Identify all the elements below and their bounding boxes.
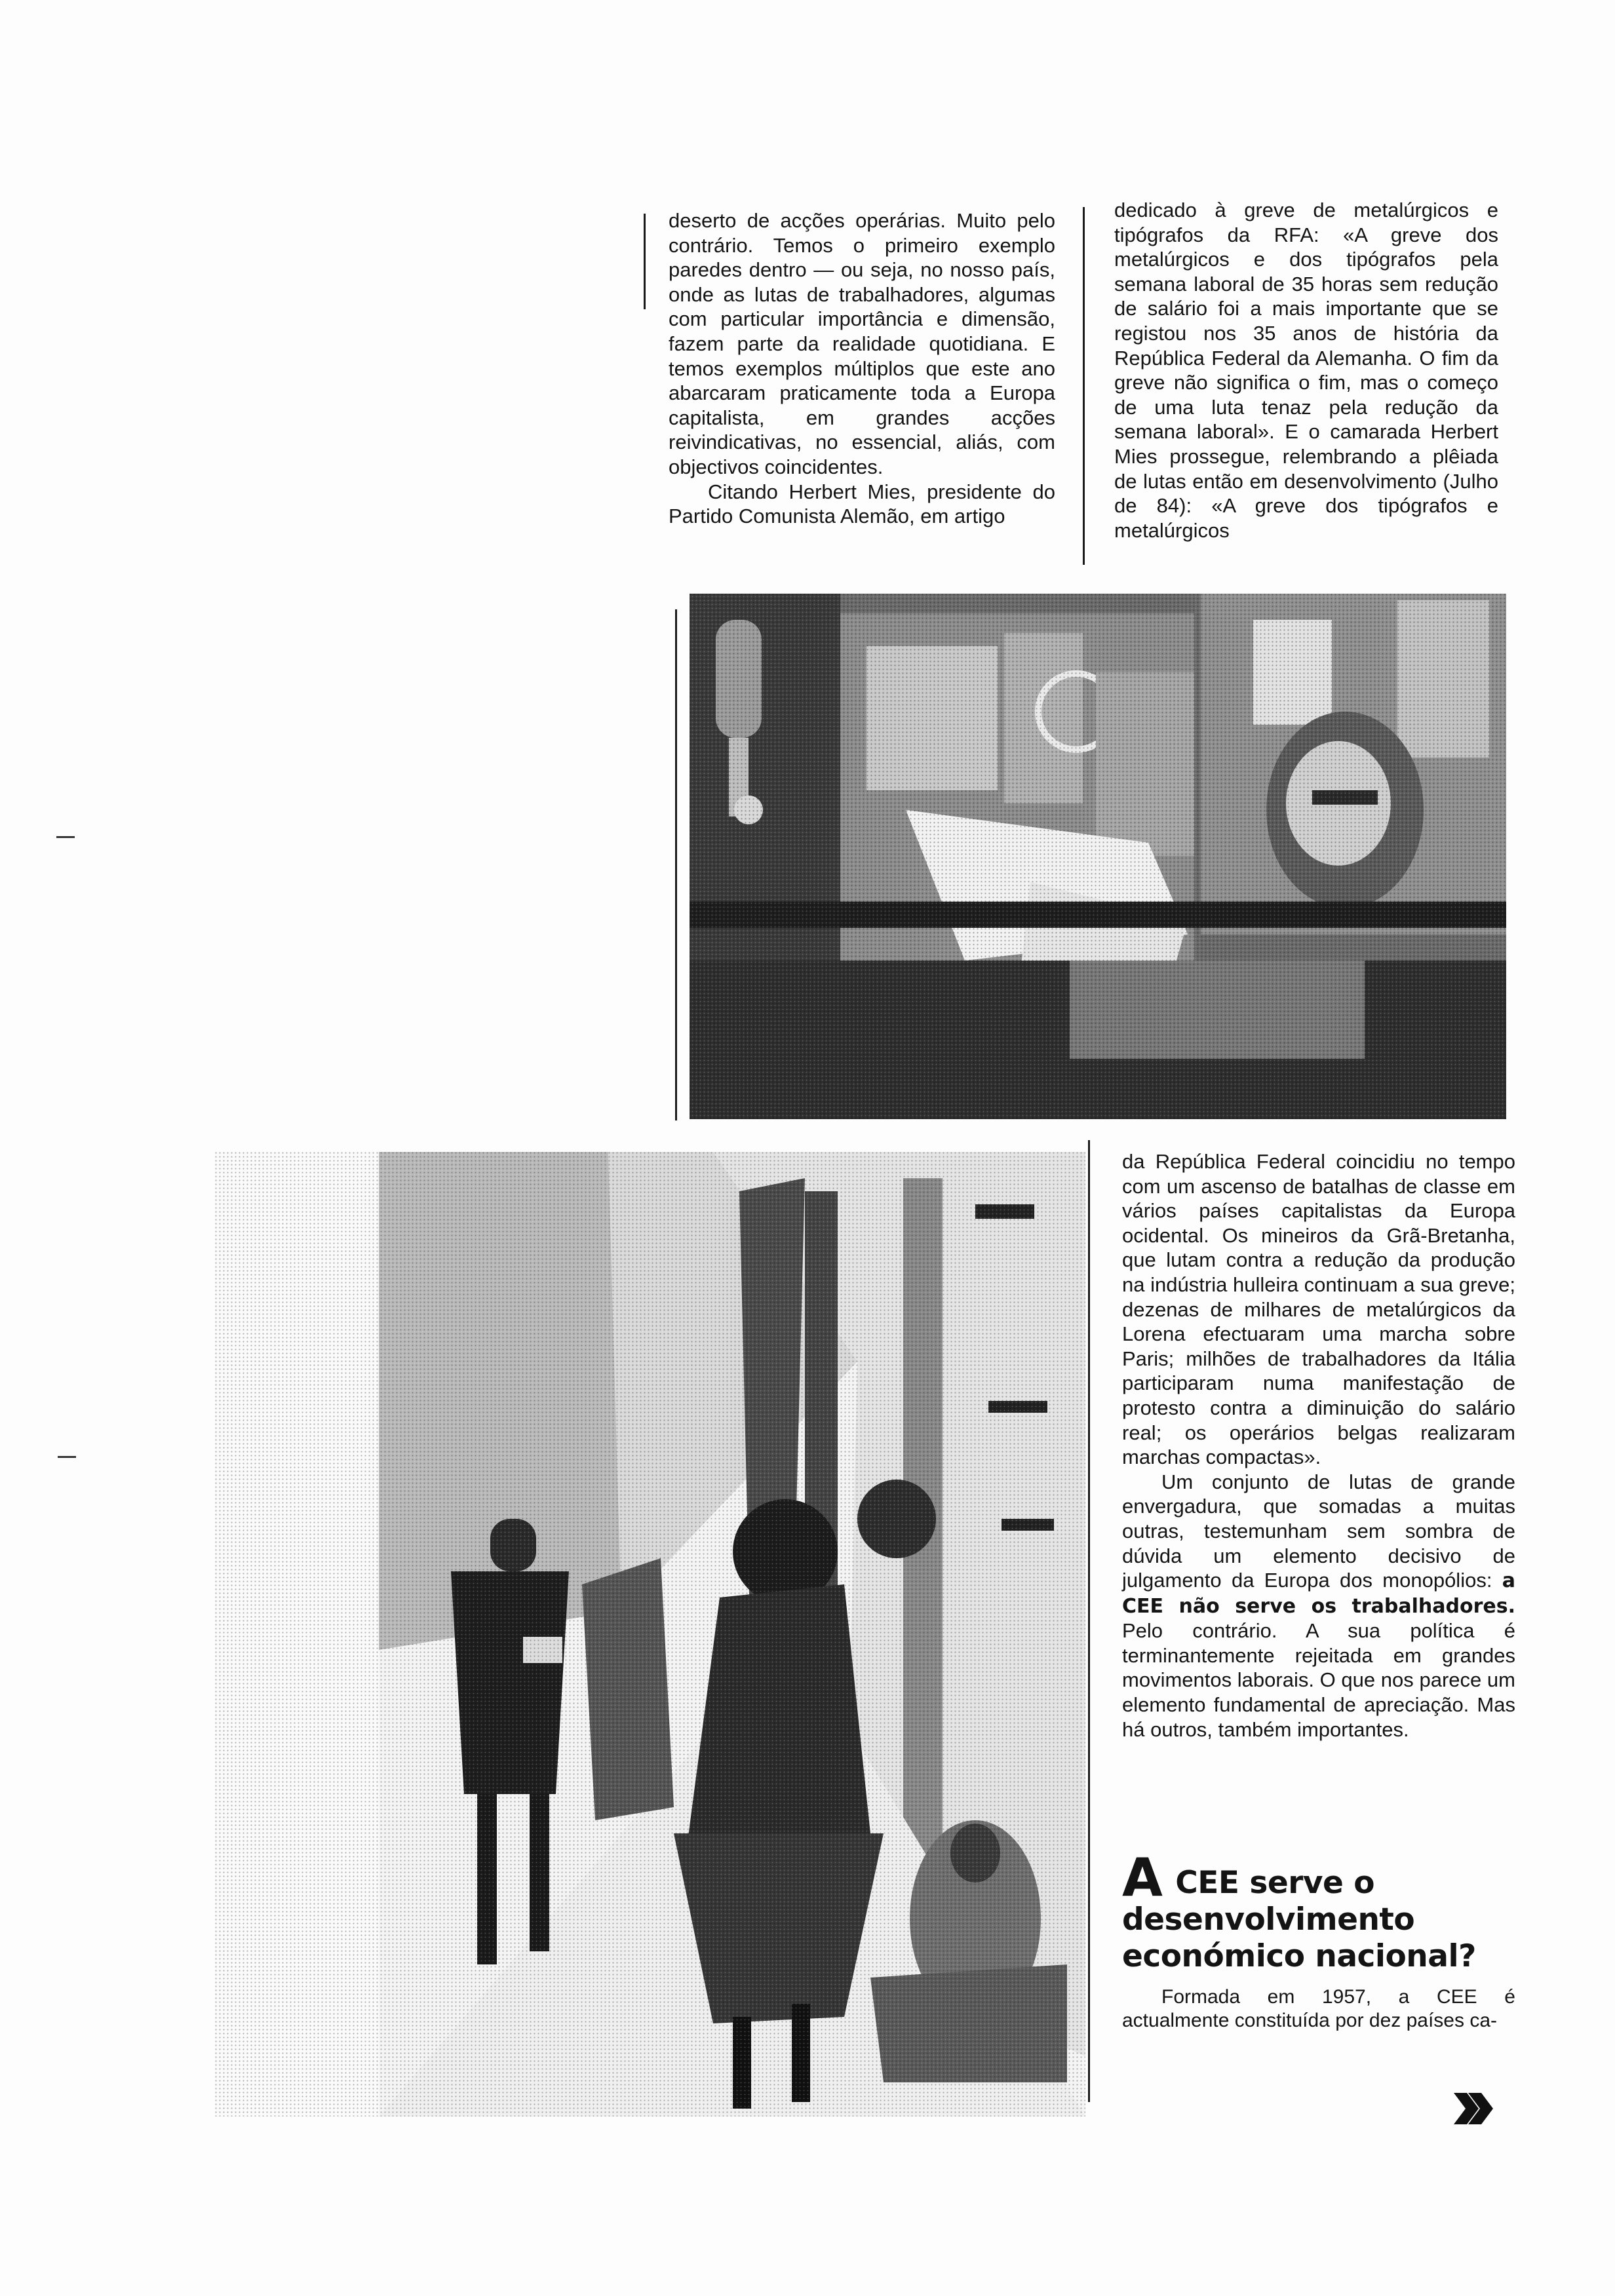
article-column-3 <box>1122 1149 1515 1742</box>
column-rule-top-middle <box>1083 207 1085 565</box>
section-heading <box>1122 1847 1515 1975</box>
article-paragraph: dedicado à greve de metalúrgicos e tipógrafos da RFA: «A greve dos metalúrgicos e dos tipógrafos pela semana laboral de 35 horas sem redução de salário foi a mais importante que se registou nos 35 anos de história da República Federal da Alemanha. O fim da greve não significa o fim, mas o começo de uma luta tenaz pela redução da semana laboral». E o camarada Herbert Mies prossegue, relembrando a plêiada de lutas então em desenvolvimento (Julho de 84): «A greve dos tipógrafos e metalúrgicos <box>1114 199 1498 542</box>
double-chevron-right-icon <box>1452 2088 1494 2130</box>
photo-rule-bottom-middle <box>1088 1140 1090 2102</box>
heading-dropcap: A <box>1122 1847 1163 1908</box>
heading-text: CEE serve o desenvolvimento económico nacional? <box>1122 1865 1476 1974</box>
column-rule-top-left <box>644 214 646 309</box>
article-paragraph: deserto de acções operárias. Muito pelo contrário. Temos o primeiro exemplo paredes dentro — ou seja, no nosso país, onde as lutas de trabalhadores, algumas com particular importância e dimensão, fazem parte da realidade quotidiana. E temos exemplos múltiplos que este ano abarcaram praticamente toda a Europa capitalista, em grandes acções reivindicativas, no essencial, aliás, com objectivos coincidentes. <box>669 209 1055 478</box>
article-column-1 <box>669 208 1055 529</box>
article-paragraph <box>1122 1470 1515 1742</box>
printing-press-photo <box>690 594 1506 1119</box>
street-scene-photo <box>215 1152 1085 2116</box>
paragraph-text: Pelo contrário. A sua política é terminantemente rejeitada em grandes movimentos laborais. O que nos parece um elemento fundamental de apreciação. Mas há outros, também importantes. <box>1122 1619 1515 1741</box>
article-paragraph: da República Federal coincidiu no tempo com um ascenso de batalhas de classe em vários países capitalistas da Europa ocidental. Os mineiros da Grã-Bretanha, que lutam contra a redução da produção na indústria hulleira continuam a sua greve; dezenas de milhares de metalúrgicos da Lorena efectuaram uma marcha sobre Paris; milhões de trabalhadores da Itália participaram numa manifestação de protesto contra a diminuição do salário real; os operários belgas realizaram marchas compactas». <box>1122 1150 1515 1469</box>
section-body <box>1122 1985 1515 2033</box>
photo-rule-left <box>675 609 677 1120</box>
article-paragraph: Citando Herbert Mies, presidente do Partido Comunista Alemão, em artigo <box>669 480 1055 528</box>
paragraph-text: Um conjunto de lutas de grande envergadura, que somadas a muitas outras, testemunham sem sombra de dúvida um elemento decisivo de julgamento da Europa dos monopólios: <box>1122 1470 1515 1592</box>
bold-statement: a CEE não serve os trabalhadores. <box>1122 1569 1515 1618</box>
margin-mark <box>56 836 75 838</box>
article-column-2 <box>1114 198 1498 543</box>
margin-mark <box>58 1456 76 1458</box>
article-paragraph: Formada em 1957, a CEE é actualmente constituída por dez países ca- <box>1122 1986 1515 2031</box>
